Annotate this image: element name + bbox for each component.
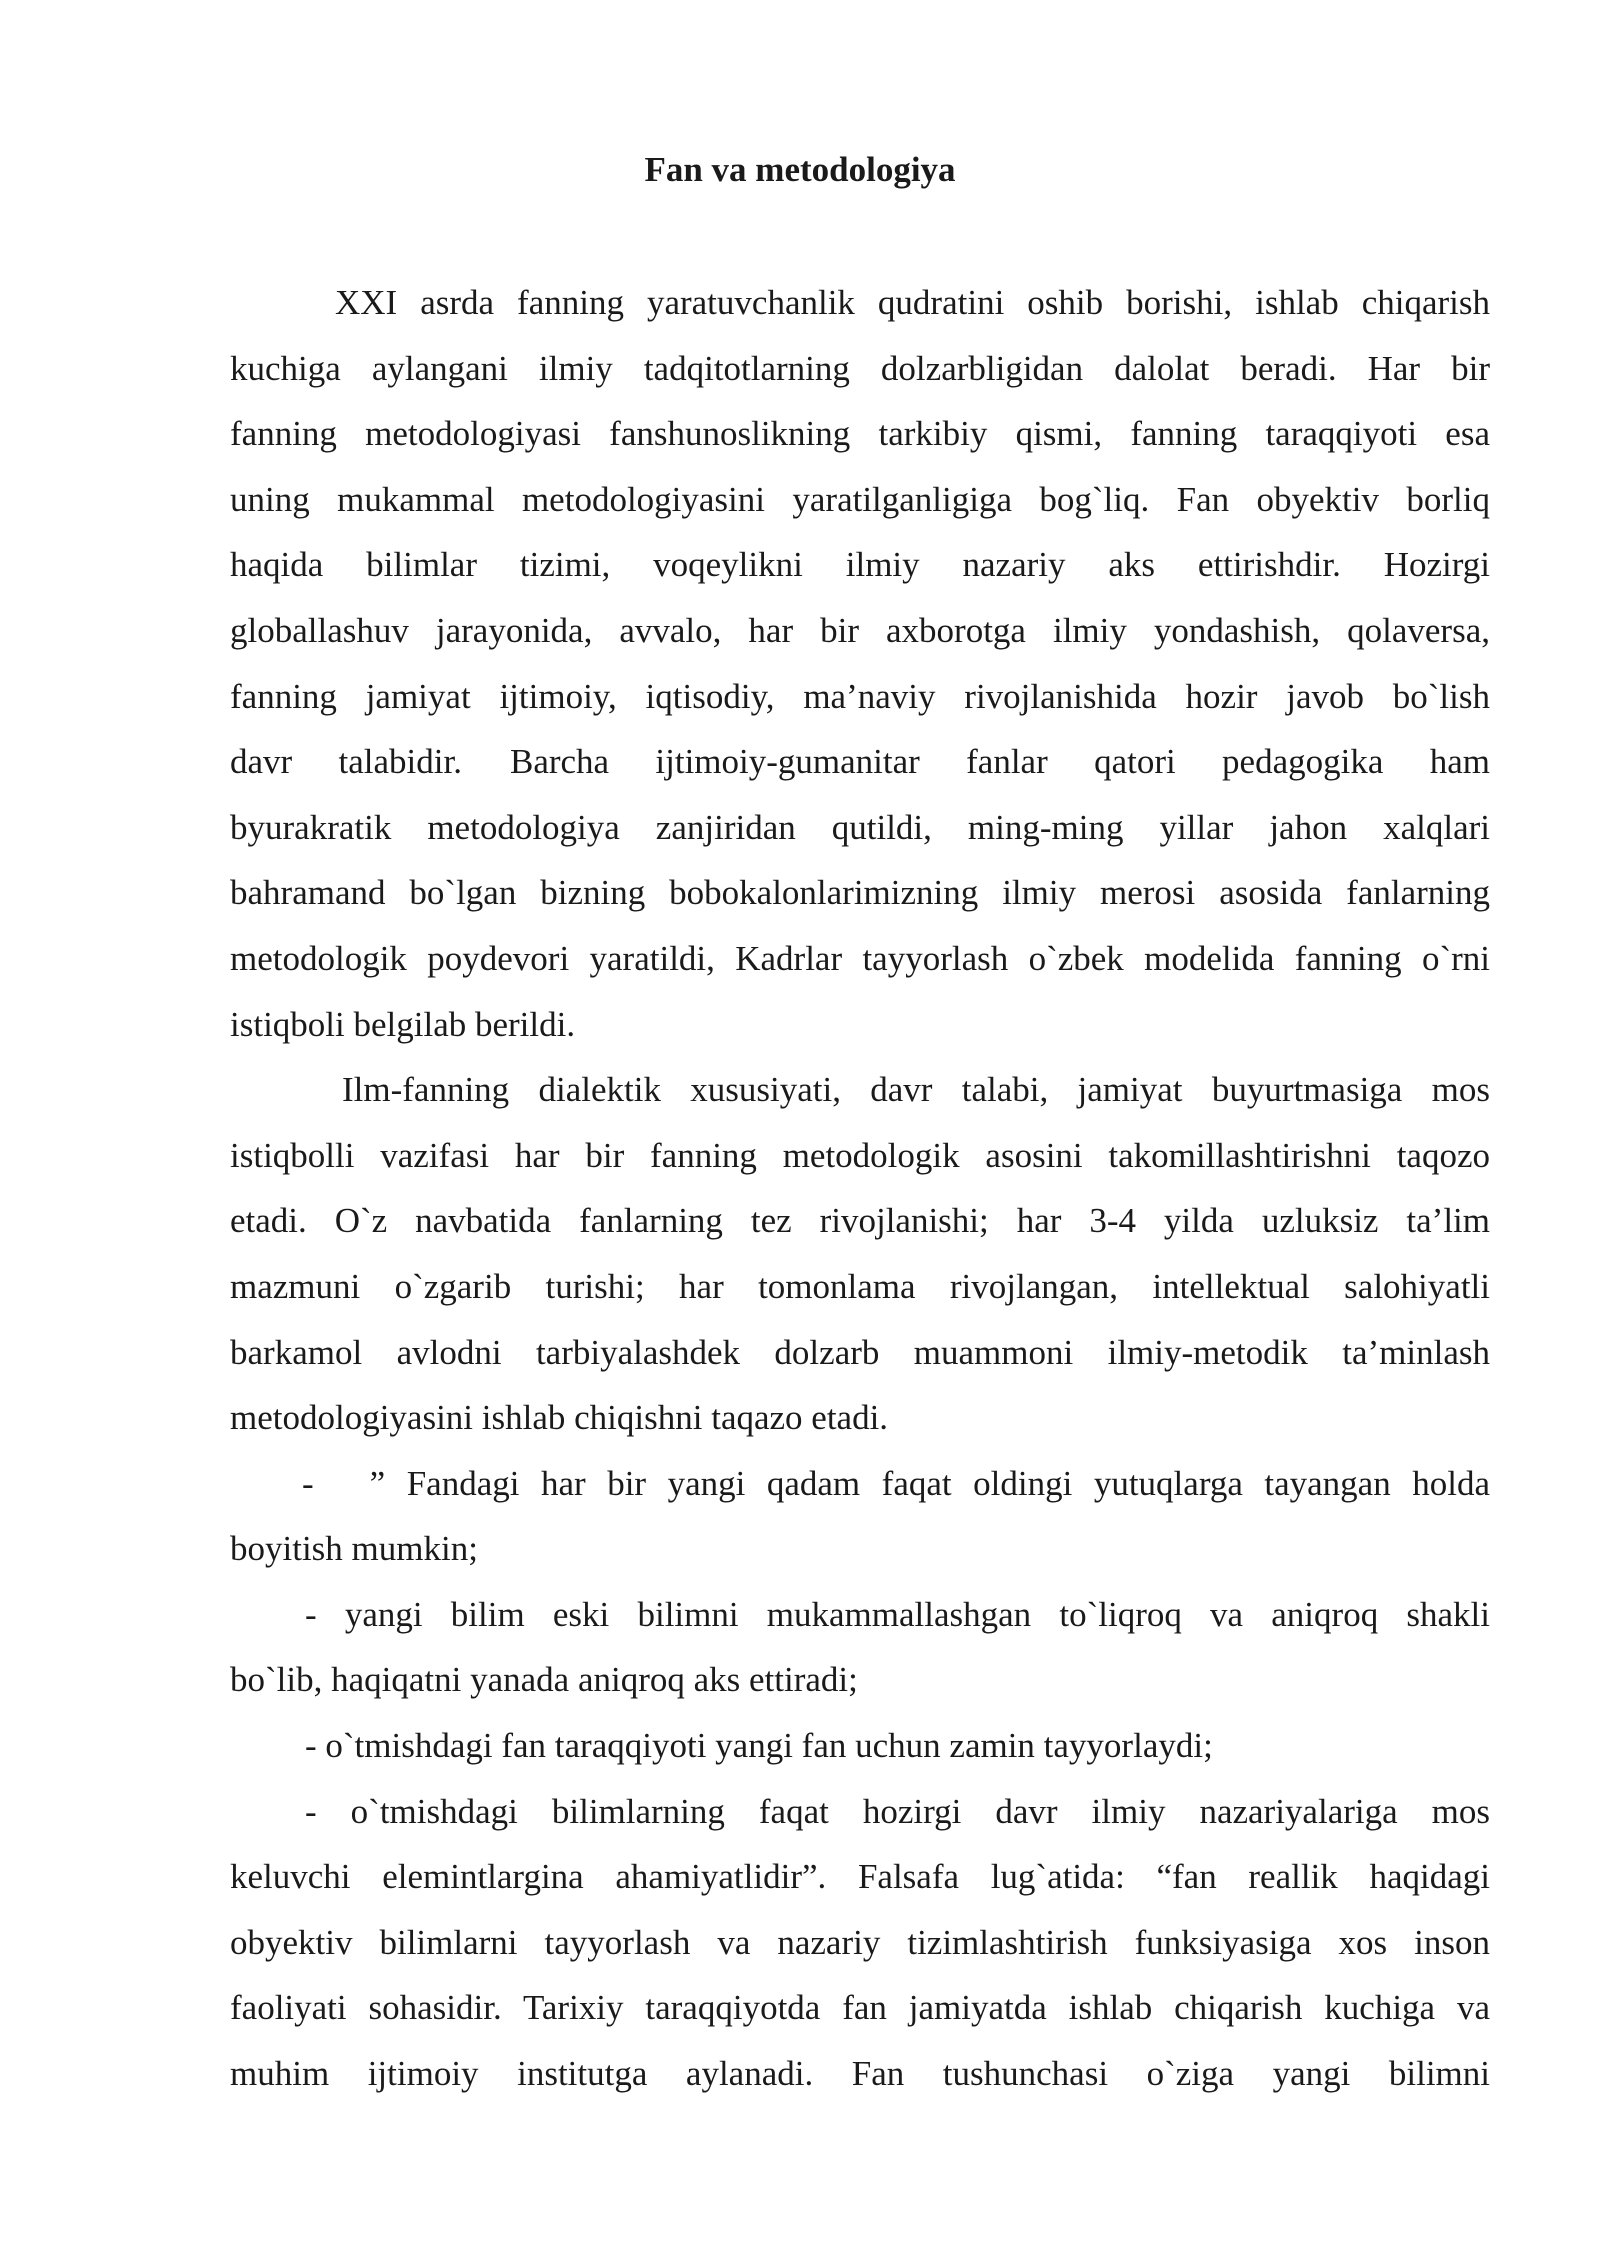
list-item-line: faoliyati sohasidir. Tarixiy taraqqiyotda fan jamiyatda ishlab chiqarish kuchiga va [230, 1988, 1490, 2028]
paragraph-1 [230, 280, 1490, 1067]
text-line: kuchiga aylangani ilmiy tadqitotlarning dolzarbligidan dalolat beradi. Har bir [230, 348, 1490, 388]
document-body [230, 280, 1490, 2117]
page-title: Fan va metodologiya [644, 150, 956, 189]
text-line: metodologiyasini ishlab chiqishni taqazo etadi. [230, 1398, 889, 1438]
text-line: uning mukammal metodologiyasini yaratilganligiga bog`liq. Fan obyektiv borliq [230, 479, 1490, 519]
dash-marker: - [302, 1463, 314, 1503]
list-item-line: bo`lib, haqiqatni yanada aniqroq aks ettiradi; [230, 1660, 858, 1700]
text-line: etadi. O`z navbatida fanlarning tez rivojlanishi; har 3-4 yilda uzluksiz ta’lim [230, 1201, 1490, 1241]
text-line: fanning jamiyat ijtimoiy, iqtisodiy, ma’naviy rivojlanishida hozir javob bo`lish [230, 676, 1490, 716]
text-line: XXI asrda fanning yaratuvchanlik qudratini oshib borishi, ishlab chiqarish [335, 283, 1490, 322]
text-line: globallashuv jarayonida, avvalo, har bir axborotga ilmiy yondashish, qolaversa, [230, 610, 1490, 650]
text-line: byurakratik metodologiya zanjiridan qutildi, ming-ming yillar jahon xalqlari [230, 807, 1490, 847]
text-line: Ilm-fanning dialektik xususiyati, davr talabi, jamiyat buyurtmasiga mos [342, 1070, 1490, 1110]
list-item-line [230, 1461, 1490, 1527]
text-line: istiqboli belgilab berildi. [230, 1004, 576, 1044]
text-line: barkamol avlodni tarbiyalashdek dolzarb muammoni ilmiy-metodik ta’minlash [230, 1332, 1490, 1372]
list-item-line: - yangi bilim eski bilimni mukammallashgan to`liqroq va aniqroq shakli [305, 1594, 1490, 1634]
text-segment: davr talabidir. [230, 742, 462, 782]
text-line-split [230, 739, 1490, 805]
list-item-line: muhim ijtimoiy institutga aylanadi. Fan tushunchasi o`ziga yangi bilimni [230, 2054, 1490, 2094]
text-line: mazmuni o`zgarib turishi; har tomonlama rivojlangan, intellektual salohiyatli [230, 1266, 1490, 1306]
list-item-line: keluvchi elemintlargina ahamiyatlidir”. Falsafa lug`atida: “fan reallik haqidagi [230, 1857, 1490, 1897]
list-item-line: obyektiv bilimlarni tayyorlash va nazariy tizimlashtirish funksiyasiga xos inson [230, 1922, 1490, 1962]
list-item-line: boyitish mumkin; [230, 1529, 478, 1569]
text-line: istiqbolli vazifasi har bir fanning metodologik asosini takomillashtirishni taqozo [230, 1135, 1490, 1175]
text-line: haqida bilimlar tizimi, voqeylikni ilmiy nazariy aks ettirishdir. Hozirgi [230, 545, 1490, 585]
text-segment: ” Fandagi har bir yangi qadam faqat oldingi yutuqlarga tayangan holda [369, 1463, 1490, 1503]
dash-list [230, 1461, 1490, 2117]
text-segment: Barcha ijtimoiy-gumanitar fanlar qatori pedagogika ham [509, 742, 1490, 782]
paragraph-2 [230, 1067, 1490, 1461]
list-item-line: - o`tmishdagi fan taraqqiyoti yangi fan uchun zamin tayyorlaydi; [305, 1726, 1213, 1766]
list-item-line: - o`tmishdagi bilimlarning faqat hozirgi davr ilmiy nazariyalariga mos [305, 1791, 1490, 1831]
text-line: fanning metodologiyasi fanshunoslikning tarkibiy qismi, fanning taraqqiyoti esa [230, 414, 1490, 454]
text-line: metodologik poydevori yaratildi, Kadrlar tayyorlash o`zbek modelida fanning o`rni [230, 938, 1490, 978]
text-line: bahramand bo`lgan bizning bobokalonlarimizning ilmiy merosi asosida fanlarning [230, 873, 1490, 913]
